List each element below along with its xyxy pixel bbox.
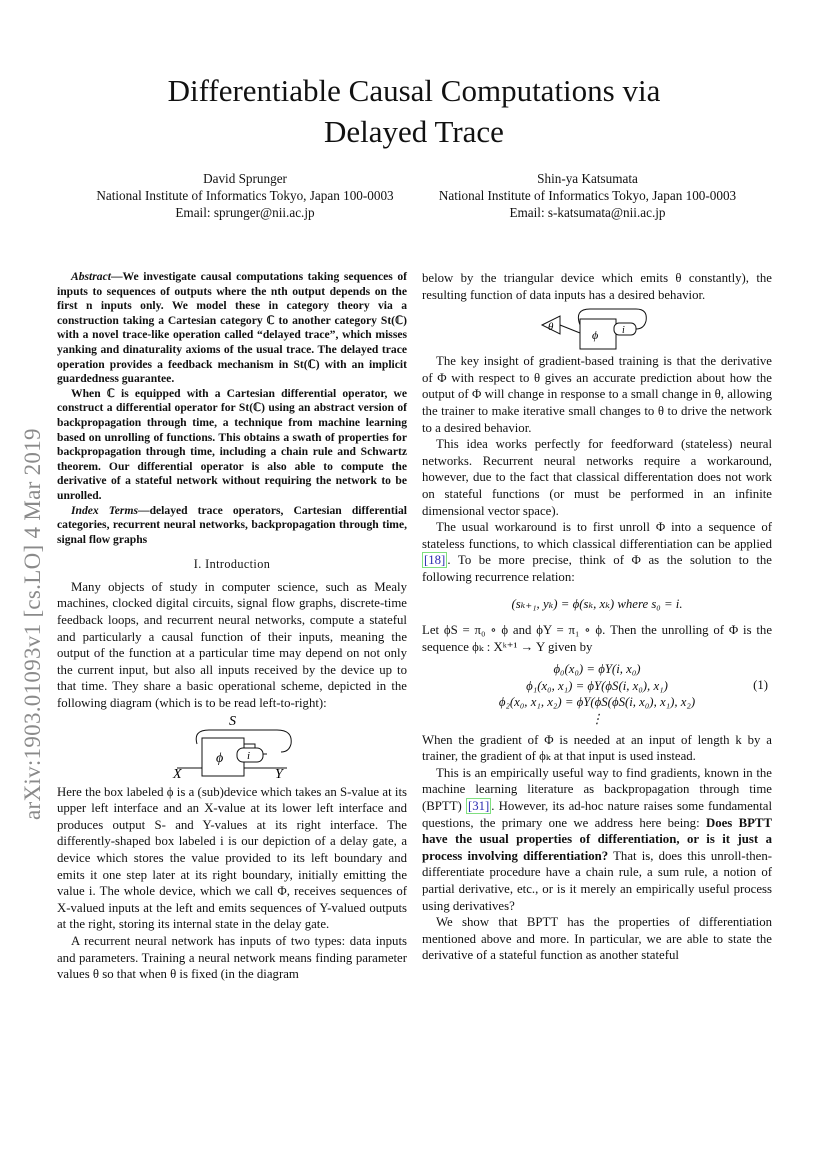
right-paragraph-3 [422,519,772,585]
right-paragraph-4: Let ϕS = π₀ ∘ ϕ and ϕY = π₁ ∘ ϕ. Then the unrolling of Φ is the sequence ϕₖ : Xᵏ⁺¹ → Y given by [422,623,772,654]
abstract-text-2: When ℂ is equipped with a Cartesian differential operator, we construct a differential operator for St(ℂ) using an abstract version of backpropagation through time, a technique from machine learning based on unrolling of functions. This obtains a swath of properties for backpropagation through time, including a chain rule and Schwartz theorem. Our differential operator is also able to compute the derivative of a stateful network without requiring the network to be unrolled. [57,386,407,502]
title-line-1: Differentiable Causal Computations via [167,73,661,108]
theta-diagram [422,303,772,353]
delay-label: i [247,749,251,762]
diagram-label-x: X [173,766,182,782]
equation-line: ϕ₂(x₀, x₁, x₂) = ϕY(ϕS(ϕS(i, x₀), x₁), x₂) [498,695,696,710]
recurrence-equation: (sₖ₊₁, yₖ) = ϕ(sₖ, xₖ) where s₀ = i. [511,596,683,611]
author-block-2 [415,170,760,221]
citation-31[interactable]: [31] [467,799,490,814]
equation-line: ϕ₁(x₀, x₁) = ϕY(ϕS(i, x₀), x₁) [526,678,668,693]
author-email: Email: sprunger@nii.ac.jp [175,205,315,220]
section-heading: I. Introduction [193,557,271,572]
phi-label: ϕ [216,750,224,766]
left-column [57,270,407,983]
abstract-label: Abstract [71,270,111,283]
feedback-diagram-svg [57,712,407,784]
text-run: That is, does this unroll-then-differentiate procedure have a chain rule, a sum rule, a notion of partial derivative, etc., or is it merely an empirically useful process using derivatives? [422,848,772,913]
theta-phi-label: ϕ [592,328,599,343]
theta-diagram-svg [422,303,772,353]
text-run: The usual workaround is to first unroll Φ into a sequence of stateless functions, to which classical differentiation can be applied [422,520,772,551]
intro-paragraph-2: Here the box labeled ϕ is a (sub)device which takes an S-value at its upper left interface and an X-value at its lower left interface and produces output S- and Y-values at its right interface. The differently-shaped box labeled i is our depiction of a delay gate, a device which stores the value provided to its left boundary and emits it one step later at its right boundary, initially emitting the value i. The whole device, which we call Φ, receives sequences of X-valued inputs at the left and emits sequences of Y-valued outputs at the right, storing its internal state in the delay gate. [57,784,407,932]
text-run: . To be more precise, think of Φ as the solution to the following recurrence relation: [422,553,772,584]
theta-delay-label: i [622,325,625,337]
equation-line: ⋮ [590,712,604,727]
arxiv-id: arXiv:1903.01093v1 [cs.LO] 4 Mar 2019 [20,428,45,820]
unrolling-equations [422,661,772,727]
title-line-2: Delayed Trace [324,114,504,149]
theta-label: θ [548,321,554,334]
index-terms: —delayed trace operators, Cartesian differential categories, recurrent neural networks, backpropagation through time, signal flow graphs [57,503,407,546]
abstract [57,270,407,547]
index-terms-label: Index Terms [71,503,138,517]
citation-18[interactable]: [18] [424,553,446,568]
author-name: David Sprunger [203,171,287,186]
author-affiliation: National Institute of Informatics Tokyo, Japan 100-0003 [438,188,737,203]
intro-paragraph-1: Many objects of study in computer science, such as Mealy machines, clocked digital circuits, signal flow graphs, discrete-time feedback loops, and recurrent neural networks, compute a stateful and particularly a causal function of their inputs, meaning the output of the function at a particular time may depend on not only the current input, but also all inputs received by the device up to that time. They share a basic operational scheme, depicted in the following diagram (which is to be read left-to-right): [57,579,407,711]
author-affiliation: National Institute of Informatics Tokyo, Japan 100-0003 [96,188,394,203]
diagram-label-y: Y [275,766,283,782]
abstract-text-1: —We investigate causal computations taking sequences of inputs to sequences of outputs where the nth output depends on the first n inputs only. We model these in category theory via a construction taking a Cartesian category ℂ to another category St(ℂ) with a novel trace-like operation called “delayed trace”, which misses yanking and dinaturality axioms of the usual trace. The delayed trace operation provides a feedback mechanism in St(ℂ) with an implicit guardedness guarantee. [57,270,407,386]
equation-line: ϕ₀(x₀) = ϕY(i, x₀) [553,662,641,677]
right-paragraph-0: below by the triangular device which emits θ constantly), the resulting function of data inputs has a desired behavior. [422,271,772,302]
bold-question: Does BPTT have the usual properties of differentiation, or is it just a process involving differentiation? [422,815,772,863]
theta-delay-gate [614,323,636,335]
right-paragraph-5: When the gradient of Φ is needed at an input of length k by a trainer, the gradient of ϕₖ at that input is used instead. [422,732,772,764]
author-email: Email: s-katsumata@nii.ac.jp [509,205,666,220]
right-paragraph-6 [422,765,772,914]
right-paragraph-2: This idea works perfectly for feedforward (stateless) neural networks. Recurrent neural networks require a workaround, however, due to the fact that classical differentation does not work on stateful functions (or must be performed in an infinite dimensional vector space). [422,437,772,518]
right-paragraph-7: We show that BPTT has the properties of differentiation mentioned above and more. In particular, we are able to state the derivative of a stateful function as another stateful [422,915,772,963]
feedback-diagram [57,712,407,784]
arxiv-stamp [20,340,48,820]
diagram-label-s: S [229,713,236,729]
author-block-1 [70,170,420,221]
text-run: This is an empirically useful way to find gradients, known in the machine learning literature as backpropagation through time (BPTT) [422,765,772,814]
right-paragraph-1: The key insight of gradient-based training is that the derivative of Φ with respect to θ gives an accurate prediction about how the output of Φ will change in response to a small change in θ, allowing the trainer to make iterative small changes to θ to drive the network to a desired behavior. [422,354,772,435]
author-name: Shin-ya Katsumata [537,171,638,186]
text-run: . However, its ad-hoc nature raises some fundamental questions, the primary one we address here being: [422,799,773,830]
intro-paragraph-3: A recurrent neural network has inputs of two types: data inputs and parameters. Training a neural network means finding parameter values θ so that when θ is fixed (in the diagram [57,933,407,982]
equation-number: (1) [753,678,768,693]
theta-wire [560,325,580,333]
paper-title [0,70,828,152]
right-column [422,270,772,964]
